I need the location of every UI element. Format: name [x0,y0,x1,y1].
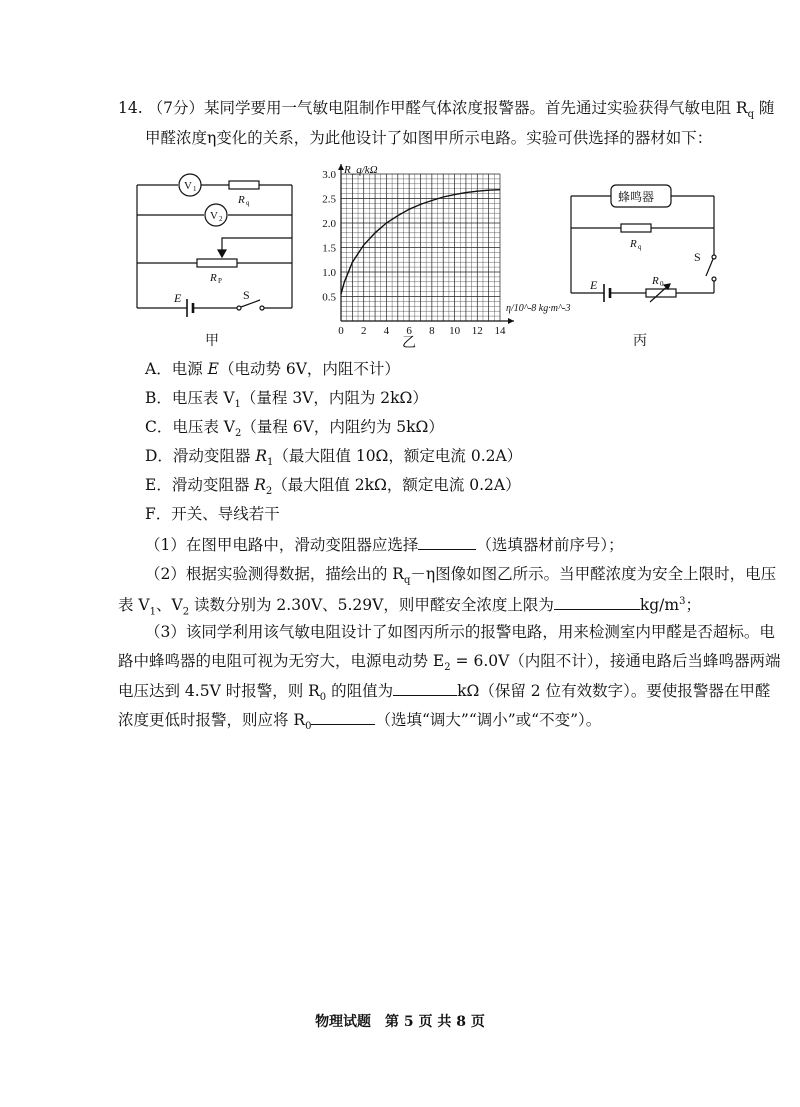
part-3-line-4 [118,708,601,738]
part-1 [145,533,624,556]
part-3-line-3 [118,679,770,709]
part-3-answer-blank-2[interactable] [311,708,375,725]
question-number: 14. [118,99,143,117]
option-c-post: （量程 6V，内阻约为 5kΩ） [241,418,444,436]
option-d-post: （最大阻值 10Ω，额定电流 0.2A） [273,447,523,465]
part-2-answer-blank[interactable] [554,593,640,610]
part-2-c1: 1 [149,606,156,618]
v2-label: V [210,210,218,222]
figure-yi-caption: 乙 [402,335,416,351]
part-1-text-a: （1）在图甲电路中，滑动变阻器应选择 [145,536,419,554]
y-tick-label: 2.5 [322,193,336,206]
question-line-2 [145,127,712,149]
part-2-line-2 [118,591,701,623]
part-3-answer-blank-1[interactable] [393,679,457,696]
s-label: S [243,288,250,302]
bing-rq-label-sub: q [638,243,642,251]
e-label: E [174,291,182,305]
x-tick-label: 4 [383,325,390,337]
question-text-2: 甲醛浓度η变化的关系，为此他设计了如图甲所示电路。实验可供选择的器材如下： [145,129,713,147]
figure-yi-chart [308,158,578,338]
figure-bing-circuit [566,180,726,320]
option-a-post: （电动势 6V，内阻不计） [218,360,400,378]
x-tick-label: 8 [429,325,435,337]
question-text-1: 某同学要用一气敏电阻制作甲醛气体浓度报警器。首先通过实验获得气敏电阻 R [203,99,748,117]
option-d [145,445,522,474]
part-2-c2: 、V [156,596,183,615]
option-c [145,416,444,445]
option-a-var: E [207,360,219,378]
option-a-pre: A．电源 [145,360,208,378]
question-score: （7分） [147,99,204,117]
figure-jia-circuit [132,160,302,330]
option-e-var: R [254,476,266,494]
rq-label: R [238,194,245,206]
option-f [145,503,280,525]
option-d-sub: 1 [267,457,274,469]
question-line-1 [118,97,774,126]
question-text-1-sub: q [747,109,754,121]
part-3-line-2 [118,650,781,679]
part-3-text-a: （3）该同学利用该气敏电阻设计了如图丙所示的报警电路，用来检测室内甲醛是否超标。电 [145,623,775,641]
x-axis-arrow [508,318,514,324]
option-c-pre: C．电压表 V [145,418,235,436]
option-e-sub: 2 [265,486,273,498]
x-tick-label: 14 [494,325,506,337]
part-2-sub: q [403,575,411,587]
part-2-text-c: 表 V [118,596,150,615]
buzzer-label: 蜂鸣器 [618,190,655,204]
part-2-text-b: －η图像如图乙所示。当甲醛浓度为安全上限时，电压 [410,565,777,583]
part-1-text-b: （选填器材前序号）； [476,536,624,554]
x-tick-label: 0 [338,325,344,337]
x-tick-label: 12 [471,325,483,337]
page-footer: 物理试题 第 5 页 共 8 页 [315,1014,485,1030]
option-b [145,387,428,416]
part-3-text-b: 路中蜂鸣器的电阻可视为无穷大，电源电动势 E [118,652,445,670]
y-tick-label: 3.0 [322,169,336,181]
part-2-end: ； [685,596,701,615]
option-e-pre: E．滑动变阻器 [145,476,255,494]
v1-label-sub: 1 [193,185,197,193]
v1-label: V [184,180,192,192]
bing-rq-label: R [630,238,637,250]
part-3-text-d2: （选填“调大”“调小”或“不变”）。 [375,711,602,729]
figure-jia-caption: 甲 [205,333,219,349]
part-3-text-d: 浓度更低时报警，则应将 R [118,711,306,729]
rp-label: R [210,272,217,284]
x-tick-label: 2 [360,325,367,337]
part-2-unit-sup: 3 [679,596,686,607]
part-2-unit: kg/m [639,596,680,615]
rq-label-sub: q [246,199,250,207]
option-b-post: （量程 3V，内阻为 2kΩ） [240,389,428,407]
part-2-text-a: （2）根据实验测得数据，描绘出的 R [145,565,404,583]
part-3-text-b2: = 6.0V（内阻不计），接通电路后当蜂鸣器两端 [450,652,781,670]
part-1-answer-blank[interactable] [418,533,476,550]
option-c-sub: 2 [234,428,242,440]
y-tick-label: 2.0 [322,218,336,230]
part-2-c3: 2 [182,606,190,618]
part-3-text-c: 电压达到 4.5V 时报警，则 R [118,682,320,700]
part-3-b-sub: 2 [444,662,451,674]
option-b-pre: B．电压表 V [145,389,235,407]
v2-label-sub: 2 [219,215,223,223]
x-tick-label: 10 [449,325,461,337]
option-d-pre: D．滑动变阻器 [145,447,256,465]
y-tick-label: 0.5 [322,291,336,304]
figure-bing-caption: 丙 [633,333,647,349]
rp-label-sub: P [218,277,222,285]
r0-label: R [652,275,659,287]
part-2-line-1 [145,563,776,592]
part-3-text-c3: kΩ（保留 2 位有效数字）。要使报警器在甲醛 [457,682,771,700]
part-3-line-1 [145,621,775,643]
chart-x-label: η/10^-8 kg·m^-3 [506,303,571,314]
chart-y-label: R_q/kΩ [344,164,378,176]
part-3-d-sub: 0 [305,721,312,733]
option-a [145,358,400,380]
question-text-1-end: 随 [753,99,775,117]
part-3-c-sub: 0 [319,692,327,704]
x-tick-label: 6 [406,325,412,337]
option-e-post: （最大阻值 2kΩ，额定电流 0.2A） [272,476,521,494]
y-tick-label: 1.5 [322,242,336,255]
option-b-sub: 1 [234,399,241,411]
option-f-text: F．开关、导线若干 [145,505,280,523]
y-tick-label: 1.0 [322,267,336,279]
part-3-text-c2: 的阻值为 [326,682,394,700]
part-2-text-d: 读数分别为 2.30V、5.29V，则甲醛安全浓度上限为 [189,596,554,615]
option-e [145,474,521,503]
option-d-var: R [255,447,268,465]
r0-label-sub: 0 [660,280,664,288]
bing-e-label: E [590,278,598,292]
bing-s-label: S [694,250,701,264]
